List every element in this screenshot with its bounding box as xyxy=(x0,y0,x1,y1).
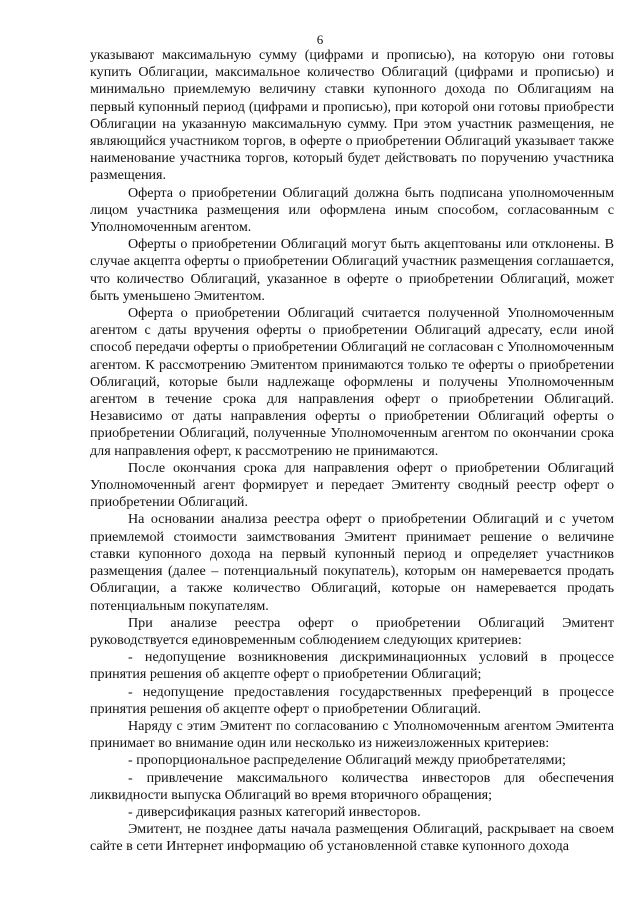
paragraph-offer-signature: Оферта о приобретении Облигаций должна быть подписана уполномоченным лицом участника размещения или оформлена иным способом, согласованным с Уполномоченным агентом. xyxy=(90,184,614,236)
paragraph-registry-analysis: На основании анализа реестра оферт о приобретении Облигаций и с учетом приемлемой стоимости заимствования Эмитент принимает решение о величине ставки купонного дохода на первый купонный период и определяет участников размещения (далее – потенциальный покупатель), которым он намеревается продать Облигации, а также количество Облигаций, которые он намеревается продать потенциальным покупателям. xyxy=(90,511,614,614)
paragraph-continuation: указывают максимальную сумму (цифрами и прописью), на которую они готовы купить Облигации, максимальное количество Облигаций (цифрами и прописью) и минимально приемлемую величину ставки купонного дохода по Облигациям на первый купонный период (цифрами и прописью), при которой они готовы приобрести Облигации на указанную максимальную сумму. При этом участник размещения, не являющийся участником торгов, в оферте о приобретении Облигаций указывает также наименование участника торгов, который будет действовать по поручению участника размещения. xyxy=(90,47,614,184)
list-item-criterion: - пропорциональное распределение Облигаций между приобретателями; xyxy=(128,752,566,769)
list-item-criterion: - недопущение предоставления государственных преференций в процессе принятия решения об акцепте оферт о приобретении Облигаций. xyxy=(90,683,614,717)
page-number: 6 xyxy=(316,32,324,47)
document-body xyxy=(90,47,614,856)
paragraph-offer-acceptance: Оферты о приобретении Облигаций могут быть акцептованы или отклонены. В случае акцепта оферты о приобретении Облигаций участник размещения соглашается, что количество Облигаций, указанное в оферте о приобретении Облигаций, может быть уменьшено Эмитентом. xyxy=(90,236,614,304)
paragraph-criteria-intro: При анализе реестра оферт о приобретении Облигаций Эмитент руководствуется единовременным соблюдением следующих критериев: xyxy=(90,614,614,648)
list-item-criterion: - диверсификация разных категорий инвесторов. xyxy=(128,803,421,820)
paragraph-additional-criteria-intro: Наряду с этим Эмитент по согласованию с Уполномоченным агентом Эмитента принимает во внимание один или несколько из нижеизложенных критериев: xyxy=(90,717,614,752)
paragraph-offer-receipt: Оферта о приобретении Облигаций считается полученной Уполномоченным агентом с даты вручения оферты о приобретении Облигаций адресату, если иной способ передачи оферты о приобретении Облигаций не согласован с Уполномоченным агентом. К рассмотрению Эмитентом принимаются только те оферты о приобретении Облигаций, которые были надлежаще оформлены и получены Уполномоченным агентом в течение срока для направления оферт о приобретении Облигаций. Независимо от даты направления оферты о приобретении Облигаций оферты о приобретении Облигаций, полученные Уполномоченным агентом по окончании срока для направления оферт, к рассмотрению не принимаются. xyxy=(90,305,614,459)
list-item-criterion: - недопущение возникновения дискриминационных условий в процессе принятия решения об акцепте оферт о приобретении Облигаций; xyxy=(90,649,614,683)
paragraph-offer-registry: После окончания срока для направления оферт о приобретении Облигаций Уполномоченный агент формирует и передает Эмитенту сводный реестр оферт о приобретении Облигаций. xyxy=(90,459,614,511)
paragraph-disclosure: Эмитент, не позднее даты начала размещения Облигаций, раскрывает на своем сайте в сети Интернет информацию об установленной ставке купонного дохода xyxy=(90,821,614,855)
list-item-criterion: - привлечение максимального количества инвесторов для обеспечения ликвидности выпуска Облигаций во время вторичного обращения; xyxy=(90,769,614,803)
